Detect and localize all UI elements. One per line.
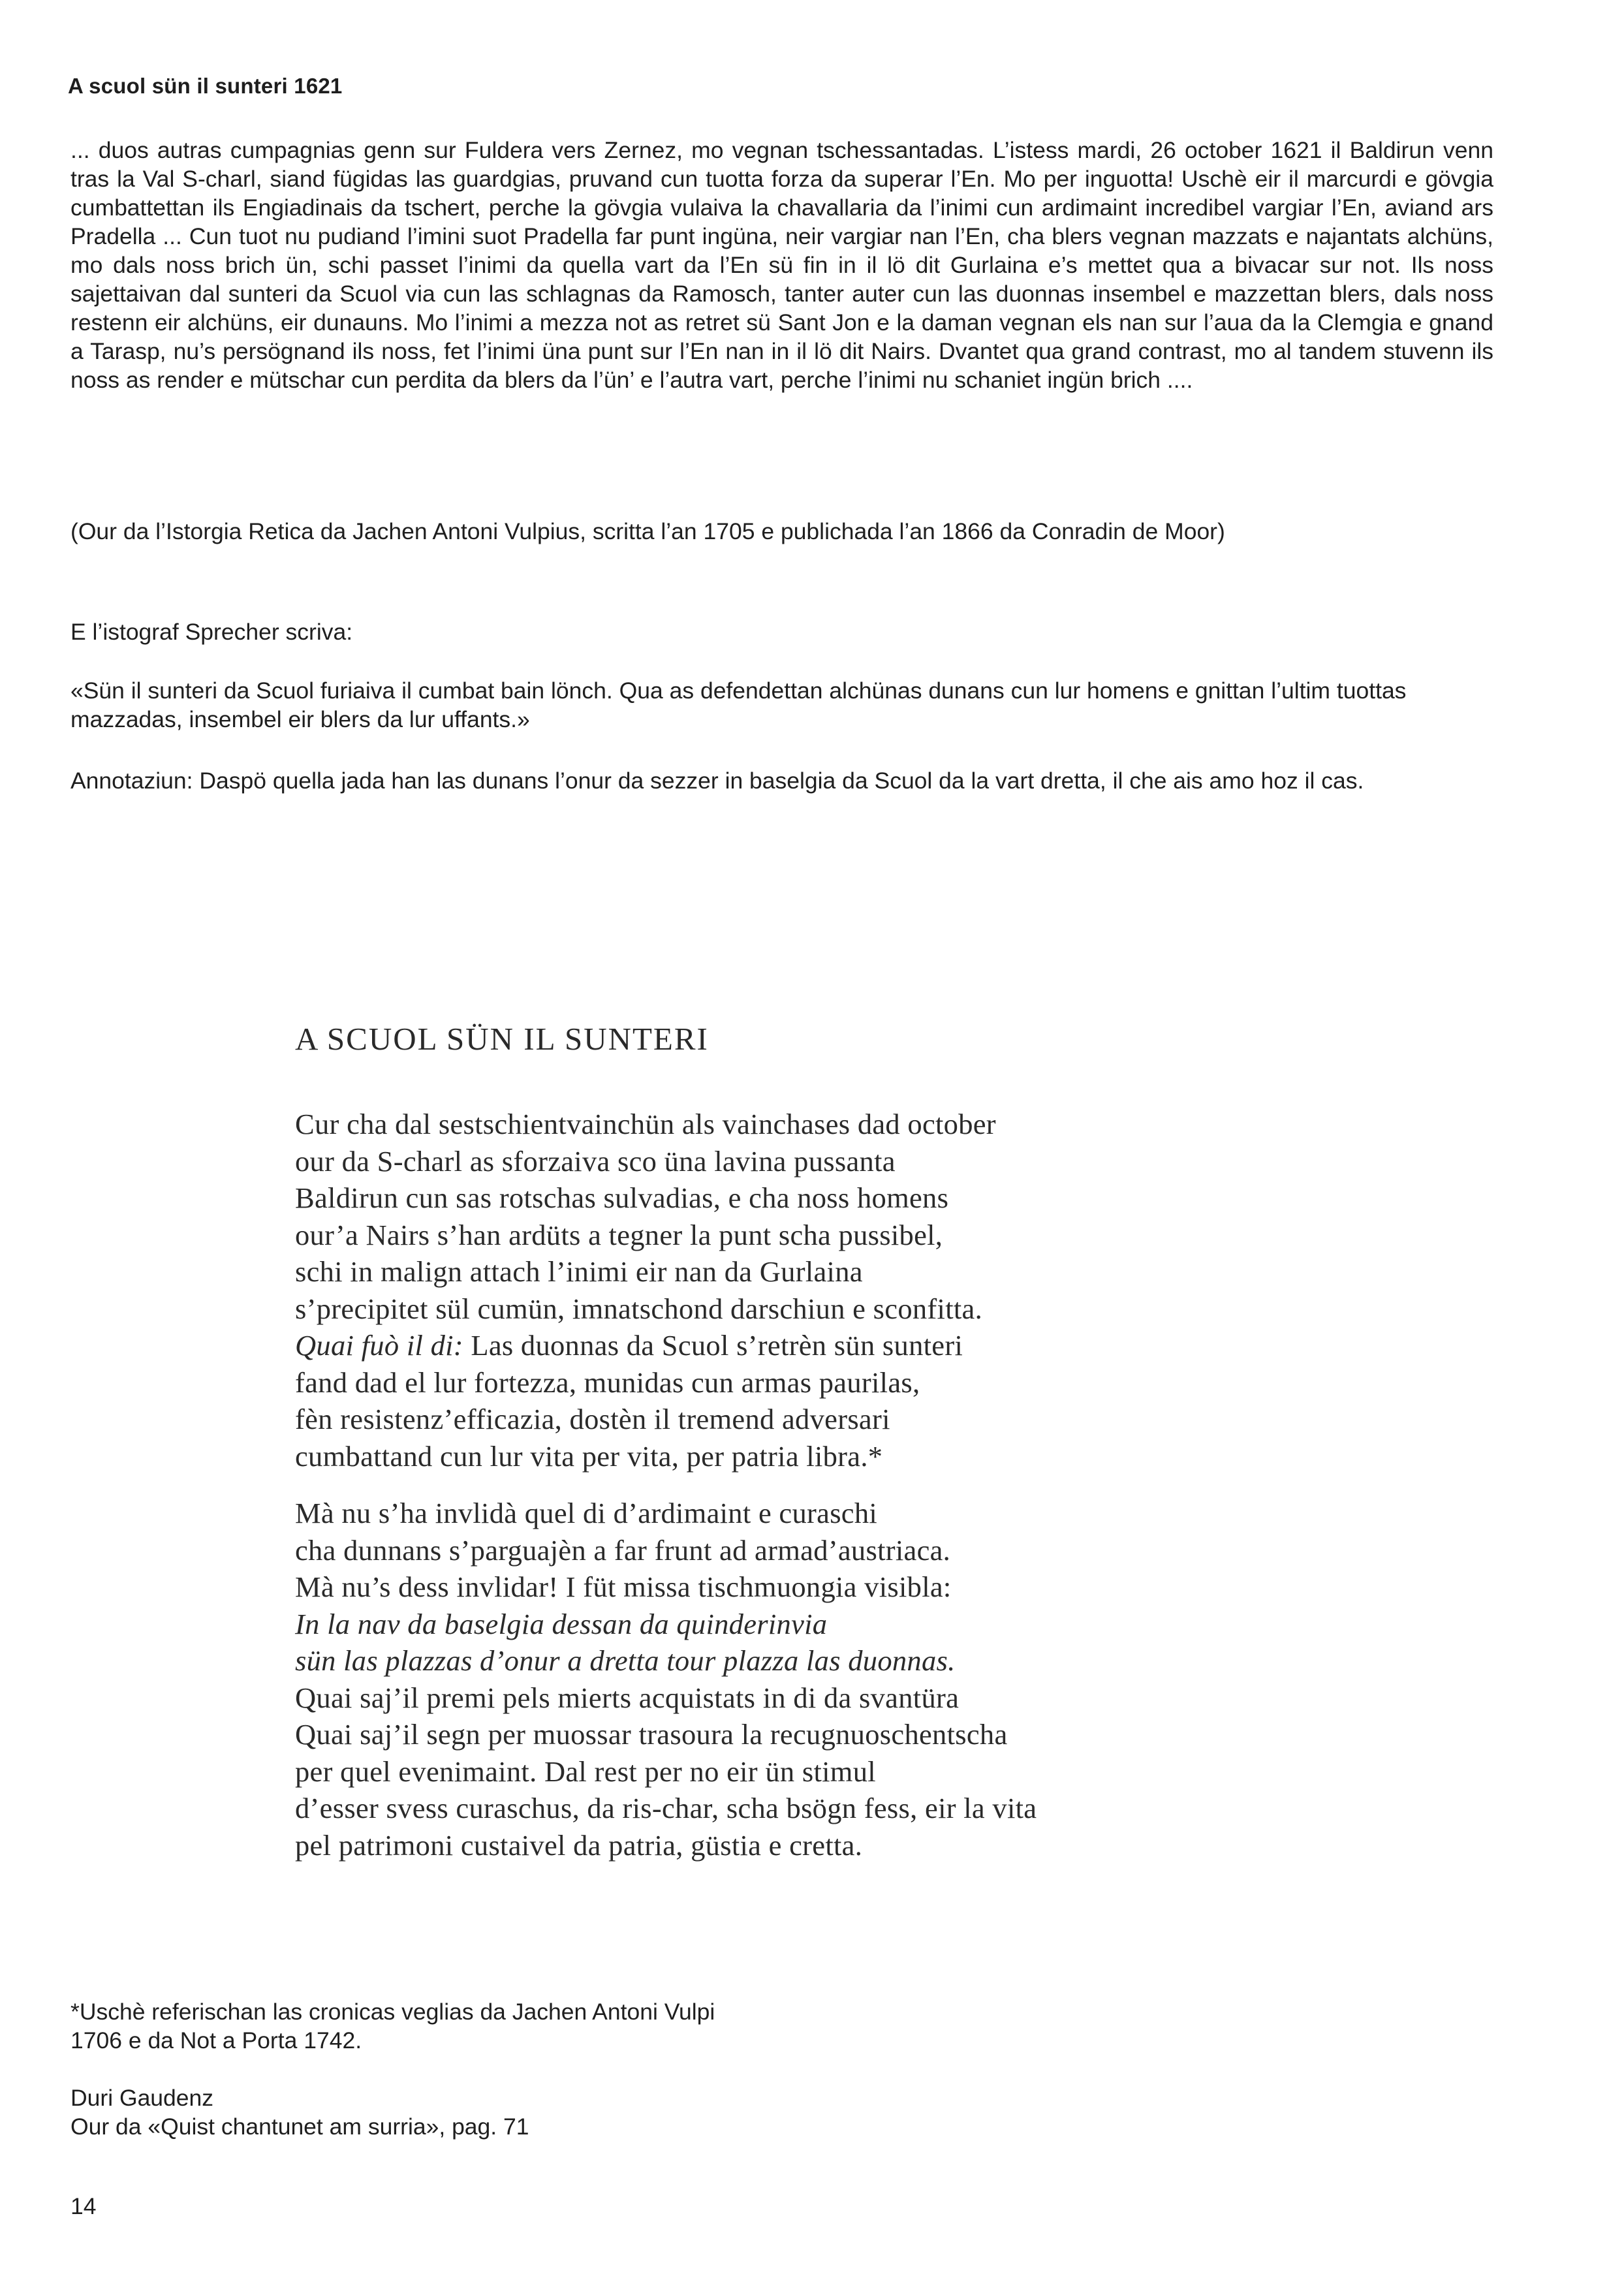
poem-line: pel patrimoni custaivel da patria, güstia e cretta. [295, 1828, 863, 1862]
poem-line: Mà nu’s dess invlidar! I füt missa tischmuongia visibla: [295, 1570, 952, 1603]
footnote-line: 1706 e da Not a Porta 1742. [70, 2027, 362, 2053]
poem-line: Cur cha dal sestschientvainchün als vainchases dad october [295, 1108, 996, 1140]
poem-stanza-2 [295, 1495, 1470, 1864]
poem-line-italic: In la nav da baselgia dessan da quinderinvia [295, 1607, 828, 1640]
footnote [70, 1997, 715, 2055]
author-name: Duri Gaudenz [70, 2085, 214, 2111]
poem-line: cumbattand cun lur vita per vita, per patria libra.* [295, 1439, 883, 1473]
poem-line: cha dunnans s’parguajèn a far frunt ad armad’austriaca. [295, 1533, 951, 1567]
poem-stanza-1 [295, 1106, 1470, 1475]
poem-line: our’a Nairs s’han ardüts a tegner la punt scha pussibel, [295, 1218, 943, 1251]
poem-line: s’precipitet sül cumün, imnatschond darschiun e sconfitta. [295, 1292, 983, 1325]
chronicle-excerpt: ... duos autras cumpagnias genn sur Fuldera vers Zernez, mo vegnan tschessantadas. L’istess mardi, 26 october 1621 il Baldirun venn tras la Val S-charl, siand fügidas las guardgias, pruvand cun tuotta forza da superar l’En. Mo per inguotta! Uschè eir il marcurdi e gövgia cumbattettan ils Engiadinais da tschert, perche la gövgia vulaiva la chavallaria da l’inimi cun ardimaint incredibel vargiar l’En, aviand ars Pradella ... Cun tuot nu pudiand l’imini suot Pradella far punt ingüna, neir vargiar nan l’En, cha blers vegnan mazzats e najantats alchüns, mo dals noss brich ün, schi passet l’inimi da quella vart da l’En sü fin in il lö dit Gurlaina e’s mettet qua a bivacar sur not. Ils noss sajettaivan dal sunteri da Scuol via cun las schlagnas da Ramosch, tanter auter cun las duonnas insembel e mazzettan blers, dals noss restenn eir alchüns, eir dunauns. Mo l’inimi a mezza not as retret sü Sant Jon e la daman vegnan els nan sur l’aua da la Clemgia e gnand a Tarasp, nu’s persögnand ils noss, fet l’inimi üna punt sur l’En nan in il lö dit Nairs. Dvantet qua grand contrast, mo al tandem stuvenn ils noss as render e mütschar cun perdita da blers da l’ün’ e l’autra vart, perche l’inimi nu schaniet ingün brich .... [70, 137, 1493, 393]
poem-line: our da S-charl as sforzaiva sco üna lavina pussanta [295, 1144, 896, 1178]
poem-line: Baldirun cun sas rotschas sulvadias, e cha noss homens [295, 1181, 949, 1214]
attribution [70, 2084, 529, 2141]
poem-title: A SCUOL SÜN IL SUNTERI [295, 1021, 709, 1057]
poem-lead-italic: Quai fuò il di: [295, 1329, 463, 1362]
poem-line: d’esser svess curaschus, da ris-char, scha bsögn fess, eir la vita [295, 1792, 1037, 1824]
poem-lead-rest: Las duonnas da Scuol s’retrèn sün sunteri [463, 1329, 963, 1362]
sprecher-intro: E l’istograf Sprecher scriva: [70, 619, 353, 645]
poem-line-italic: sün las plazzas d’onur a dretta tour plazza las duonnas. [295, 1644, 956, 1677]
sprecher-quote: «Sün il sunteri da Scuol furiaiva il cumbat bain lönch. Qua as defendettan alchünas dunans cun lur homens e gnittan l’ultim tuottas mazzadas, insembel eir blers da lur uffants.» [70, 678, 1407, 732]
poem-line: fand dad el lur fortezza, munidas cun armas paurilas, [295, 1366, 920, 1399]
footnote-line: *Uschè referischan las cronicas veglias da Jachen Antoni Vulpi [70, 1999, 715, 2025]
section-heading: A scuol sün il sunteri 1621 [68, 74, 343, 98]
source-citation: Our da «Quist chantunet am surria», pag. 71 [70, 2114, 529, 2140]
page-number: 14 [70, 2193, 97, 2219]
poem-line: fèn resistenz’efficazia, dostèn il tremend adversari [295, 1403, 890, 1435]
poem-line: Quai saj’il premi pels mierts acquistats in di da svantüra [295, 1681, 960, 1714]
poem-line: schi in malign attach l’inimi eir nan da Gurlaina [295, 1255, 863, 1288]
poem-line: per quel evenimaint. Dal rest per no eir ün stimul [295, 1755, 876, 1788]
poem-line: Mà nu s’ha invlidà quel di d’ardimaint e curaschi [295, 1497, 878, 1529]
poem-line [295, 1327, 1470, 1364]
poem-line: Quai saj’il segn per muossar trasoura la recugnuoschentscha [295, 1718, 1008, 1751]
annotation: Annotaziun: Daspö quella jada han las dunans l’onur da sezzer in baselgia da Scuol da la vart dretta, il che ais amo hoz il cas. [70, 768, 1364, 794]
source-note: (Our da l’Istorgia Retica da Jachen Antoni Vulpius, scritta l’an 1705 e publichada l’an 1866 da Conradin de Moor) [70, 518, 1225, 544]
